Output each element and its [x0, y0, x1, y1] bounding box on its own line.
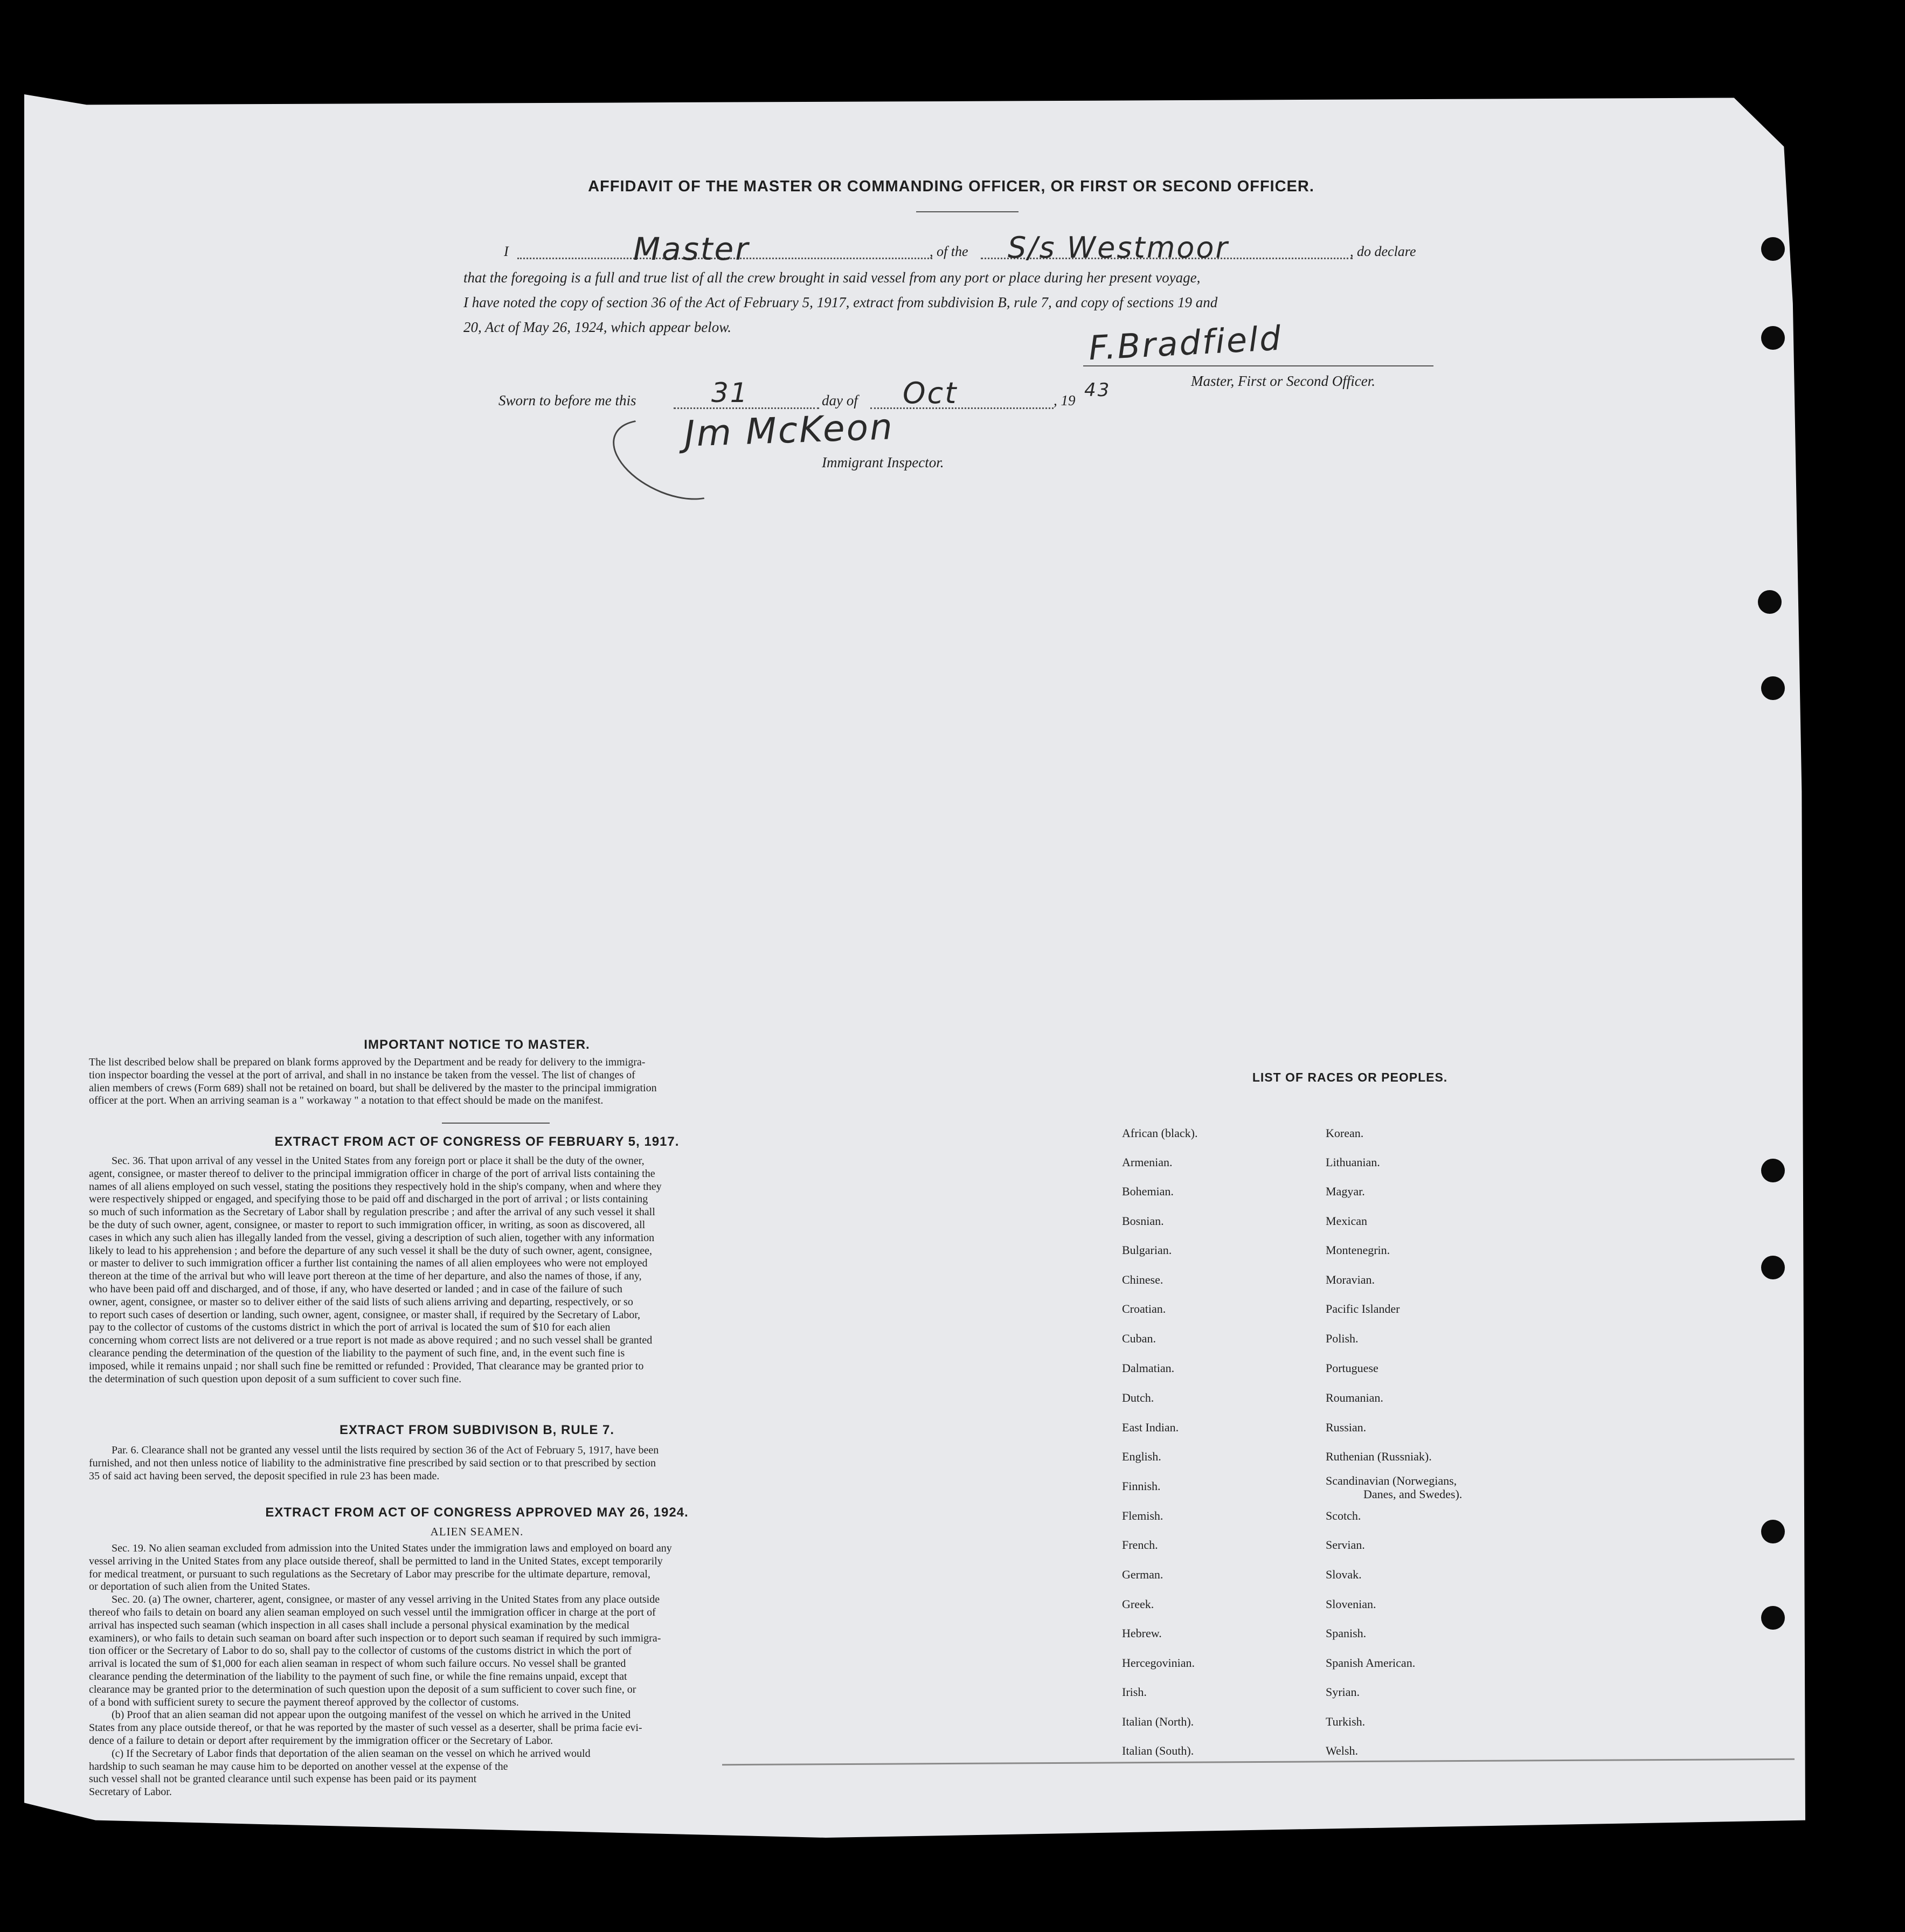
law-line: dence of a failure to detain or deport after requirement by the immigration officer or the Secretary of Labor. [89, 1734, 553, 1747]
binder-hole [1761, 326, 1785, 350]
word-do-declare: , do declare [1350, 244, 1416, 259]
extract-1924-body [89, 1542, 865, 1799]
year-prefix: , 19 [1054, 392, 1076, 408]
word-day-of: day of [822, 392, 858, 408]
law-line: or master to deliver to such immigration officer a further list containing the names of all alien employees who were not employed [89, 1257, 648, 1270]
law-line: clearance pending the determination of the liability to the payment of such fine, or while the fine remains unpaid, except that [89, 1670, 627, 1682]
sworn-month-line [870, 407, 1054, 409]
law-line: be the duty of such owner, agent, consignee, or master to report to such immigration officer, in writing, as soon as discovered, all [89, 1218, 646, 1231]
law-line: agent, consignee, or master thereof to deliver to the principal immigration officer in charge of the port of arrival lists containing the [89, 1167, 655, 1180]
extract-rule7-body [89, 1444, 865, 1483]
binder-hole [1761, 1606, 1785, 1630]
law-line: arrival has inspected such seaman (which inspection in all cases shall include a personal physical examination by the medical [89, 1619, 630, 1631]
law-line: thereon at the time of the arrival but who will leave port thereon at the time of her departure, and also the names of those, if any, [89, 1270, 642, 1283]
race-right: Montenegrin. [1326, 1243, 1390, 1257]
race-left: Italian (South). [1122, 1744, 1194, 1757]
law-line: pay to the collector of customs of the customs district in which the port of arrival is located the sum of $10 for each alien [89, 1321, 611, 1334]
race-left: Croatian. [1122, 1302, 1166, 1315]
race-left: Irish. [1122, 1685, 1147, 1699]
notice-line: alien members of crews (Form 689) shall not be retained on board, but shall be delivered by the master to the principal immigration [89, 1082, 657, 1094]
officer-handwritten: Master [633, 231, 750, 267]
law-line: to report such cases of desertion or landing, such owner, agent, consignee, or master shall, if required by the Secretary of Labor, [89, 1308, 641, 1321]
extract-1924-subtitle: ALIEN SEAMEN. [430, 1525, 524, 1538]
race-right: Moravian. [1326, 1273, 1375, 1286]
extract-1917-body [89, 1155, 865, 1386]
law-line: clearance may be granted prior to the determination of such question upon the deposit of a sum sufficient to cover such fine, or [89, 1683, 636, 1695]
race-right: Magyar. [1326, 1185, 1365, 1198]
law-line: of a bond with sufficient surety to secure the payment thereof approved by the collector of customs. [89, 1696, 519, 1708]
law-line: cases in which any such alien has illegally landed from the vessel, giving a description of such alien, together with any information [89, 1231, 655, 1244]
law-line: (b) Proof that an alien seaman did not appear upon the outgoing manifest of the vessel on which he arrived in the United [112, 1709, 631, 1721]
race-left: Hebrew. [1122, 1626, 1162, 1640]
race-right: Russian. [1326, 1421, 1367, 1434]
race-right: Korean. [1326, 1126, 1364, 1140]
binder-hole [1761, 676, 1785, 700]
notice-title: IMPORTANT NOTICE TO MASTER. [364, 1037, 590, 1052]
law-line: Secretary of Labor. [89, 1786, 172, 1798]
law-line: examiners), or who fails to detain such seaman on board after such inspection or to deport such seaman if required by such immigra- [89, 1632, 661, 1644]
extract-rule7-title: EXTRACT FROM SUBDIVISON B, RULE 7. [339, 1423, 615, 1437]
race-left: Dutch. [1122, 1391, 1154, 1404]
law-line: arrival is located the sum of $1,000 for each alien seaman in respect of whom such failure occurs. No vessel shall be granted [89, 1658, 626, 1670]
affidavit-title: AFFIDAVIT OF THE MASTER OR COMMANDING OFFICER, OR FIRST OR SECOND OFFICER. [588, 178, 1314, 195]
race-left: Finnish. [1122, 1479, 1161, 1493]
race-right: Scandinavian (Norwegians, [1326, 1474, 1457, 1487]
sworn-year: 43 [1084, 379, 1111, 401]
race-right: Lithuanian. [1326, 1155, 1380, 1169]
race-left: Bosnian. [1122, 1214, 1164, 1228]
inspector-caption: Immigrant Inspector. [822, 454, 944, 470]
master-caption: Master, First or Second Officer. [1191, 373, 1375, 389]
notice-body [89, 1056, 865, 1107]
word-of-the: , of the [930, 244, 968, 259]
binder-hole [1761, 1520, 1785, 1543]
race-right-continuation: Danes, and Swedes). [1363, 1487, 1463, 1501]
race-left: Dalmatian. [1122, 1361, 1175, 1375]
race-right: Slovak. [1326, 1568, 1362, 1581]
race-left: Chinese. [1122, 1273, 1163, 1286]
law-line: likely to lead to his apprehension ; and before the departure of any such vessel it shall be the duty of such owner, agent, consignee, [89, 1244, 652, 1257]
title-rule [916, 211, 1019, 212]
race-right: Welsh. [1326, 1744, 1358, 1757]
race-right: Servian. [1326, 1538, 1365, 1552]
race-left: French. [1122, 1538, 1158, 1552]
word-i: I [504, 244, 509, 259]
law-line: furnished, and not then unless notice of liability to the administrative fine prescribed by said section or to that prescribed by section [89, 1457, 656, 1469]
race-right: Pacific Islander [1326, 1302, 1400, 1315]
binder-hole [1761, 1159, 1785, 1182]
binder-hole [1758, 590, 1782, 614]
notice-line: officer at the port. When an arriving seaman is a " workaway " a notation to that effect should be made on the manifest. [89, 1095, 604, 1107]
law-line: were respectively shipped or engaged, and specifying those to be paid off and discharged in the port of arrival ; or lists containing [89, 1193, 648, 1206]
sworn-prefix: Sworn to before me this [498, 392, 636, 408]
race-right: Spanish. [1326, 1626, 1367, 1640]
law-line: the determination of such question upon deposit of a sum sufficient to cover such fine. [89, 1373, 462, 1385]
law-line: for medical treatment, or pursuant to such regulations as the Secretary of Labor may prescribe for the ultimate departure, removal, [89, 1568, 650, 1580]
race-right: Ruthenian (Russniak). [1326, 1450, 1432, 1463]
race-left: Italian (North). [1122, 1715, 1194, 1728]
race-right: Roumanian. [1326, 1391, 1383, 1404]
law-line: Par. 6. Clearance shall not be granted any vessel until the lists required by section 36 of the Act of February 5, 1917, have been [112, 1444, 659, 1456]
race-right: Portuguese [1326, 1361, 1378, 1375]
race-left: African (black). [1122, 1126, 1198, 1140]
race-right: Mexican [1326, 1214, 1367, 1228]
law-line: names of all aliens employed on such vessel, stating the positions they respectively hold in the ship's company, when and where they [89, 1180, 662, 1193]
binder-hole [1761, 237, 1785, 261]
races-title: LIST OF RACES OR PEOPLES. [1252, 1070, 1448, 1084]
law-line: Sec. 20. (a) The owner, charterer, agent, consignee, or master of any vessel arriving in the United States from any place outside [112, 1594, 660, 1606]
race-left: Hercegovinian. [1122, 1656, 1195, 1670]
law-line: owner, agent, consignee, or master so to deliver either of the said lists of such aliens arriving and departing, respectively, or so [89, 1296, 633, 1308]
law-line: tion officer or the Secretary of Labor to do so, shall pay to the collector of customs of the customs district in which the port of [89, 1645, 632, 1657]
race-right: Spanish American. [1326, 1656, 1416, 1670]
affidavit-line-2: that the foregoing is a full and true list of all the crew brought in said vessel from any port or place during her present voyage, [463, 269, 1201, 286]
law-line: hardship to such seaman he may cause him to be deported on another vessel at the expense of the [89, 1760, 508, 1772]
law-line: concerning whom correct lists are not delivered or a true report is not made as above required ; and no such vessel shall be granted [89, 1334, 653, 1347]
law-line: thereof who fails to detain on board any alien seaman employed on such vessel until the immigration officer in charge at the port of [89, 1606, 656, 1618]
affidavit-line-3: I have noted the copy of section 36 of the Act of February 5, 1917, extract from subdivision B, rule 7, and copy of sections 19 and [463, 294, 1218, 310]
law-line: (c) If the Secretary of Labor finds that deportation of the alien seaman on the vessel on which he arrived would [112, 1747, 591, 1760]
binder-hole [1761, 1256, 1785, 1279]
race-right: Polish. [1326, 1332, 1359, 1345]
law-line: who have been paid off and discharged, and of those, if any, who have deserted or landed ; and in case of the failure of such [89, 1283, 622, 1295]
sworn-month: Oct [903, 376, 958, 410]
race-right: Slovenian. [1326, 1597, 1376, 1611]
extract-1924-title: EXTRACT FROM ACT OF CONGRESS APPROVED MAY 26, 1924. [265, 1505, 689, 1520]
law-line: vessel arriving in the United States from any place outside thereof, shall be permitted to land in the United States, except temporarily [89, 1555, 663, 1567]
law-line: States from any place outside thereof, or that he was reported by the master of such vessel as a deserter, shall be prima facie evi- [89, 1722, 642, 1734]
law-line: such vessel shall not be granted clearance until such expense has been paid or its payment [89, 1773, 477, 1785]
race-right: Syrian. [1326, 1685, 1360, 1699]
signature-master: F.Bradfield [1087, 318, 1284, 368]
sworn-day: 31 [711, 377, 749, 408]
race-left: Bohemian. [1122, 1185, 1174, 1198]
race-left: East Indian. [1122, 1421, 1179, 1434]
race-right: Scotch. [1326, 1509, 1361, 1522]
signature-line [1083, 365, 1433, 366]
affidavit-line-4: 20, Act of May 26, 1924, which appear below. [463, 319, 731, 335]
race-left: Bulgarian. [1122, 1243, 1172, 1257]
law-line: 35 of said act having been served, the deposit specified in rule 23 has been made. [89, 1470, 440, 1482]
race-left: Greek. [1122, 1597, 1154, 1611]
race-left: Flemish. [1122, 1509, 1163, 1522]
extract-1917-title: EXTRACT FROM ACT OF CONGRESS OF FEBRUARY 5, 1917. [274, 1134, 680, 1149]
law-line: clearance pending the determination of the question of the liability to the payment of such fine, and, in the event such fine is [89, 1347, 625, 1359]
law-line: or deportation of such alien from the United States. [89, 1581, 310, 1593]
race-right: Turkish. [1326, 1715, 1366, 1728]
notice-line: tion inspector boarding the vessel at the port of arrival, and shall in no instance be taken from the vessel. The list of changes of [89, 1069, 635, 1081]
law-line: so much of such information as the Secretary of Labor shall by regulation prescribe ; and after the arrival of any such vessel it shall [89, 1206, 655, 1218]
law-line: Sec. 19. No alien seaman excluded from admission into the United States under the immigration laws and employed on board any [112, 1542, 672, 1554]
race-left: Cuban. [1122, 1332, 1156, 1345]
section-rule [442, 1123, 550, 1124]
race-left: German. [1122, 1568, 1163, 1581]
vessel-handwritten: S/s Westmoor [1008, 231, 1229, 265]
race-left: English. [1122, 1450, 1161, 1463]
signature-inspector: Jm McKeon [683, 406, 895, 455]
notice-line: The list described below shall be prepared on blank forms approved by the Department and be ready for delivery to the immigra- [89, 1056, 646, 1068]
law-line: imposed, while it remains unpaid ; nor shall such fine be remitted or refunded : Provided, That clearance may be granted prior to [89, 1360, 644, 1372]
law-line: Sec. 36. That upon arrival of any vessel in the United States from any foreign port or place it shall be the duty of the owner, [112, 1155, 645, 1167]
race-left: Armenian. [1122, 1155, 1173, 1169]
